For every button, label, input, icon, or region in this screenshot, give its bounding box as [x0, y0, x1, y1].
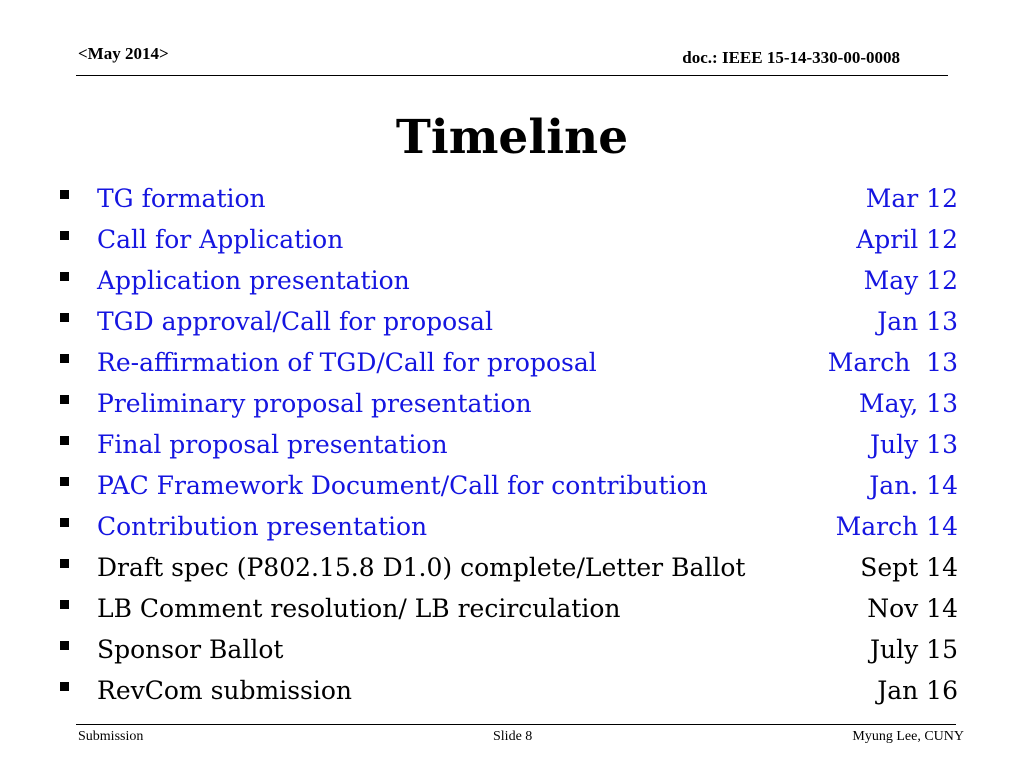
timeline-item-label: Preliminary proposal presentation	[97, 389, 532, 418]
square-bullet-icon	[60, 518, 69, 527]
timeline-item	[0, 424, 1024, 465]
square-bullet-icon	[60, 682, 69, 691]
timeline-item-date: July 15	[869, 635, 958, 664]
timeline-item-label: Re-affirmation of TGD/Call for proposal	[97, 348, 597, 377]
timeline-item-label: Final proposal presentation	[97, 430, 448, 459]
timeline-item-label: TG formation	[97, 184, 266, 213]
timeline-item-date: March 14	[835, 512, 958, 541]
timeline-item	[0, 629, 1024, 670]
header-doc-id: doc.: IEEE 15-14-330-00-0008	[682, 48, 900, 67]
timeline-item-label: PAC Framework Document/Call for contribution	[97, 471, 708, 500]
timeline-item-label: Application presentation	[97, 266, 410, 295]
square-bullet-icon	[60, 395, 69, 404]
square-bullet-icon	[60, 272, 69, 281]
timeline-item-date: Jan 16	[877, 676, 958, 705]
footer-author: Myung Lee, CUNY	[852, 729, 964, 744]
timeline-item	[0, 342, 1024, 383]
timeline-item-date: Jan 13	[877, 307, 958, 336]
footer-submission: Submission	[78, 729, 144, 744]
timeline-item	[0, 506, 1024, 547]
timeline-item-date: Mar 12	[865, 184, 958, 213]
header-divider	[76, 75, 948, 76]
timeline-item-date: Nov 14	[867, 594, 958, 623]
footer-slide-number: Slide 8	[493, 729, 533, 744]
square-bullet-icon	[60, 436, 69, 445]
timeline-item	[0, 219, 1024, 260]
timeline-item-label: TGD approval/Call for proposal	[97, 307, 493, 336]
timeline-item-label: Draft spec (P802.15.8 D1.0) complete/Letter Ballot	[97, 553, 746, 582]
square-bullet-icon	[60, 641, 69, 650]
timeline-item	[0, 383, 1024, 424]
timeline-item-date: May, 13	[858, 389, 958, 418]
timeline-item-label: RevCom submission	[97, 676, 353, 705]
square-bullet-icon	[60, 600, 69, 609]
slide-title: Timeline	[395, 110, 629, 165]
footer-divider	[76, 724, 956, 725]
timeline-item-date: July 13	[869, 430, 958, 459]
square-bullet-icon	[60, 559, 69, 568]
timeline-item	[0, 547, 1024, 588]
timeline-item-label: LB Comment resolution/ LB recirculation	[97, 594, 621, 623]
timeline-list	[0, 178, 1024, 711]
square-bullet-icon	[60, 477, 69, 486]
square-bullet-icon	[60, 313, 69, 322]
timeline-item	[0, 301, 1024, 342]
timeline-item	[0, 670, 1024, 711]
timeline-item-date: Sept 14	[860, 553, 958, 582]
timeline-item-label: Contribution presentation	[97, 512, 428, 541]
timeline-item	[0, 260, 1024, 301]
timeline-item-date: March 13	[827, 348, 958, 377]
square-bullet-icon	[60, 354, 69, 363]
timeline-item-label: Sponsor Ballot	[97, 635, 284, 664]
timeline-item-date: May 12	[863, 266, 958, 295]
timeline-item-date: April 12	[856, 225, 958, 254]
timeline-item-label: Call for Application	[97, 225, 344, 254]
header-date: <May 2014>	[78, 44, 169, 63]
timeline-item	[0, 588, 1024, 629]
timeline-item	[0, 465, 1024, 506]
timeline-item-date: Jan. 14	[869, 471, 958, 500]
timeline-item	[0, 178, 1024, 219]
square-bullet-icon	[60, 231, 69, 240]
square-bullet-icon	[60, 190, 69, 199]
